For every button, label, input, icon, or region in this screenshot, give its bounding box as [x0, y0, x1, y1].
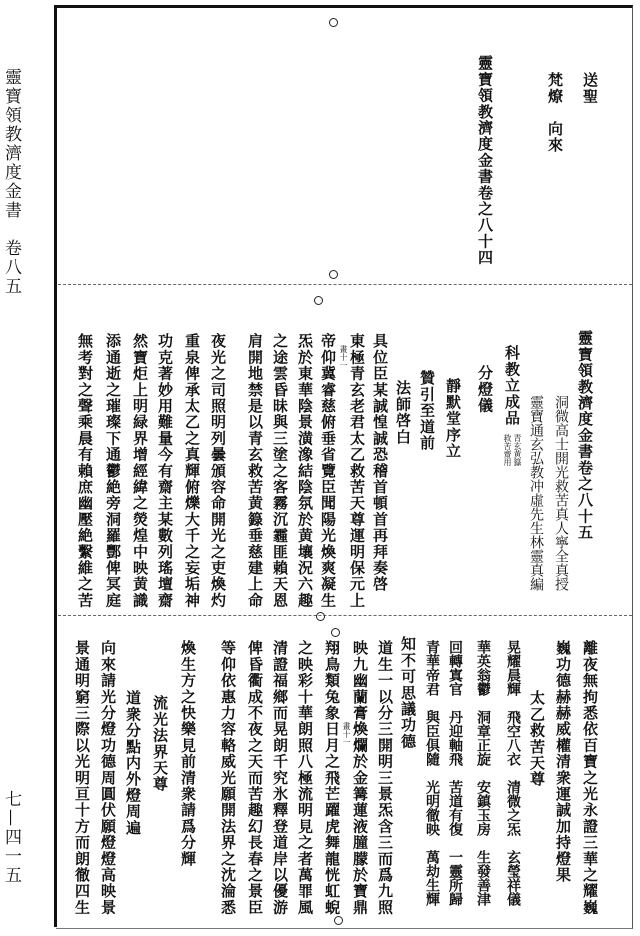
punctuation-circle [329, 270, 338, 279]
section-heading: 科教立成品 [503, 345, 521, 426]
rubric: 道衆分點内外燈周遍 [124, 690, 142, 836]
punctuation-circle [329, 18, 338, 27]
margin-page-number: 七—四一五 [1, 790, 21, 885]
text-column: 知不可思議功德 [399, 636, 417, 750]
text-column: 景通明窮三際以光明亘十方而朗徹四生 [73, 640, 91, 916]
section-note: 救苦齋用 [503, 434, 512, 466]
top-volume-end-title: 靈寶領教濟度金書卷之八十四 [476, 55, 494, 266]
volume-title: 靈寶領教濟度金書卷之八十五 [576, 330, 594, 541]
text-column: 功克著妙用難量今有齋主某數列瑤壇齋 [156, 333, 174, 609]
text-column: 無考對之聲乘晨有賴庶幽壓絶繫維之苦 [76, 333, 94, 609]
punctuation-circle [331, 628, 340, 637]
punctuation-circle [316, 612, 325, 621]
page-mark: 畫十一 [342, 722, 351, 746]
text-column: 之映彩十華朗照八極流明見之者萬罪風 [296, 640, 314, 916]
text-column: 向來請光分燈功德周圓伏願燈燈高映景 [99, 640, 117, 916]
punctuation-circle [334, 916, 343, 925]
text-column: 煥生方之快樂見前清衆請爲分輝 [179, 640, 197, 867]
text-column: 贊引至道前 [418, 370, 436, 451]
text-column: 道生一以分三開明三景炁含三而爲九照 [376, 640, 394, 916]
hymn-heading: 流光法界天尊 [151, 695, 169, 793]
text-column: 巍功德赫赫威權清衆運誠加持燈果 [554, 640, 572, 883]
text-column: 離夜無拘悉依百寶之光永證三華之耀巍 [581, 640, 599, 916]
text-column: 添通逝之璀璨下通鬱絶旁洞羅酆俾冥庭 [104, 333, 122, 609]
hymn-verse: 華英翁鬱 洞章正旋 安鎮玉房 生發善津 [475, 640, 491, 906]
section-note: 青玄黄籙 [513, 434, 522, 466]
section-divider-bottom [58, 615, 632, 616]
section-divider-top [58, 284, 632, 285]
hymn-verse: 回轉寘官 丹迎軸飛 苦道有復 一靈所歸 [447, 640, 463, 906]
text-column: 映九幽蘭膏煥爛於金篝蓮液朣朦於寶鼎 [351, 640, 369, 916]
hymn-heading: 太乙救苦天尊 [528, 690, 546, 788]
text-column: 之途雲昏昧與三塗之客霧沉霾匪賴天恩 [271, 333, 289, 609]
text-column: 翔鳥類兔象日月之飛芒躍虎舞龍恍虹蜺 [323, 640, 341, 916]
author-line-1: 洞微高士開光救苦真人寧全真授 [553, 395, 569, 591]
text-column: 夜光之司照明列曇頒容命開光之吏煥灼 [209, 333, 227, 609]
text-column: 肩開地禁是以青玄救苦黄籙垂慈建上命 [246, 333, 264, 609]
text-column: 帝仰冀睿慈俯垂省覽臣聞陽光煥爽凝生 [319, 333, 337, 609]
author-line-2: 靈寶通玄弘教冲虛先生林靈真編 [528, 395, 544, 591]
top-line-burn-offering: 梵燎 向來 [546, 72, 564, 153]
page-mark: 畫十一 [339, 345, 348, 369]
punctuation-circle [314, 296, 323, 305]
text-column: 等仰依惠力容輅威光願開法界之沈淪悉 [219, 640, 237, 916]
text-column: 俾昏衢成不夜之天而苦趣幻長春之景臣 [246, 640, 264, 916]
text-column: 清證福鄉而晃朗千究氷釋登道岸以優游 [271, 640, 289, 916]
top-line-send-saints: 送聖 [581, 72, 599, 105]
text-column: 東極青玄老君太乙救苦天尊運明保元上 [348, 333, 366, 609]
hymn-verse: 晃耀晨輝 飛空八衣 清微之炁 玄瑩祥儀 [505, 640, 521, 906]
text-column: 靜默堂序立 [444, 378, 462, 459]
hymn-verse: 青華帝君 與臣俱隨 光明徹映 萬劫生輝 [424, 640, 440, 906]
text-column: 然寶炬上明緑界增經緯之熒煌中映黄識 [131, 333, 149, 609]
margin-book-title: 靈寶領教濟度金書 卷八五 [1, 68, 21, 296]
text-column: 具位臣某誠惶誠恐稽首頓首再拜奏啓 [371, 333, 389, 593]
text-column: 重泉俾承太乙之真輝俯爍大千之妄垢神 [183, 333, 201, 609]
text-column: 炁於東華陰景潢潒結陰氛於黄壤況六趣 [296, 333, 314, 609]
rite-title: 分燈儀 [476, 365, 494, 414]
text-column: 法師啓白 [394, 380, 412, 445]
